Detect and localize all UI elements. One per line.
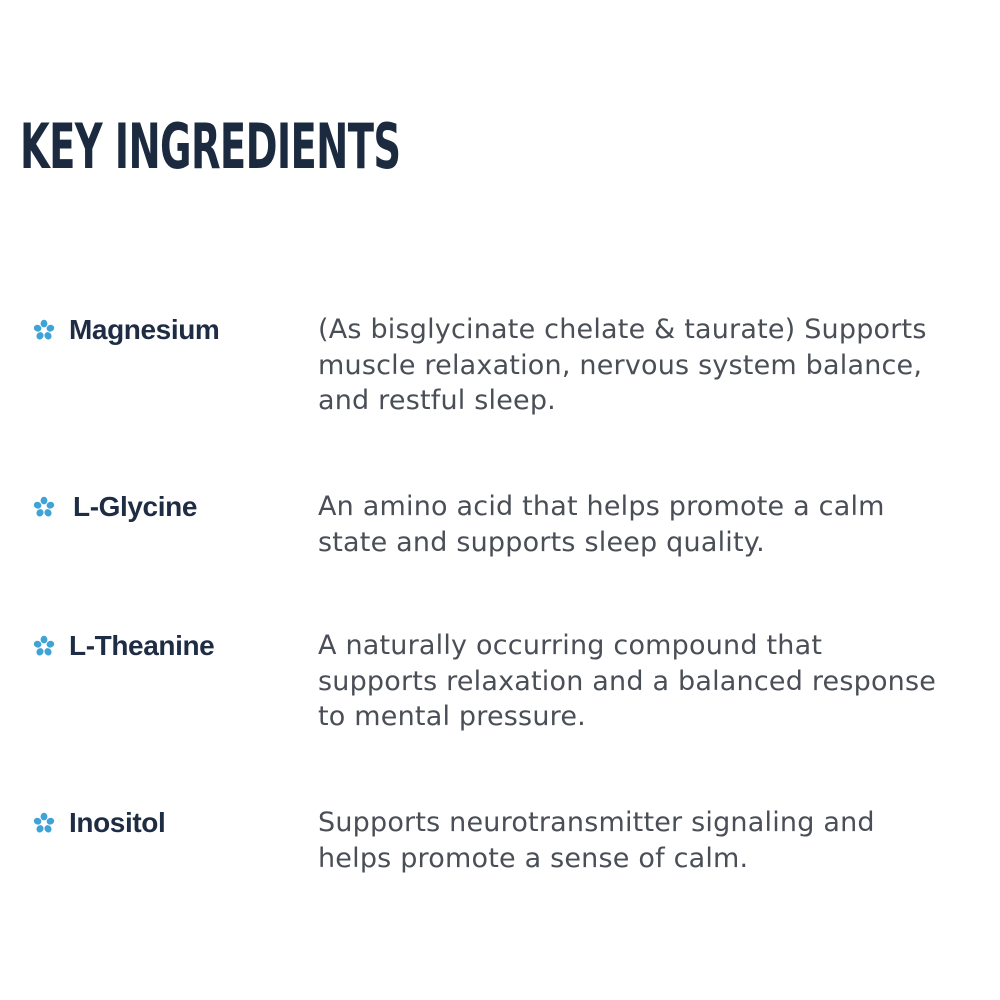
ingredient-name: Inositol bbox=[69, 807, 166, 838]
ingredient-description: An amino acid that helps promote a calm state and supports sleep quality. bbox=[318, 491, 885, 558]
ingredient-header bbox=[33, 312, 219, 348]
ingredient-description: Supports neurotransmitter signaling and helps promote a sense of calm. bbox=[318, 807, 875, 874]
ingredient-name: L-Theanine bbox=[69, 630, 215, 661]
ingredient-header bbox=[33, 628, 214, 664]
ingredient-description: A naturally occurring compound that supports relaxation and a balanced response to mental pressure. bbox=[318, 630, 937, 732]
ingredient-name: L-Glycine bbox=[73, 491, 197, 522]
ingredient-description: (As bisglycinate chelate & taurate) Supports muscle relaxation, nervous system balance, and restful sleep. bbox=[318, 314, 927, 416]
flower-icon bbox=[33, 635, 55, 657]
flower-icon bbox=[33, 812, 55, 834]
ingredient-name: Magnesium bbox=[69, 314, 220, 345]
flower-icon bbox=[33, 319, 55, 341]
ingredient-header bbox=[33, 805, 165, 841]
page-title: KEY INGREDIENTS bbox=[20, 110, 401, 183]
flower-icon bbox=[33, 496, 55, 518]
ingredient-header bbox=[33, 489, 197, 525]
